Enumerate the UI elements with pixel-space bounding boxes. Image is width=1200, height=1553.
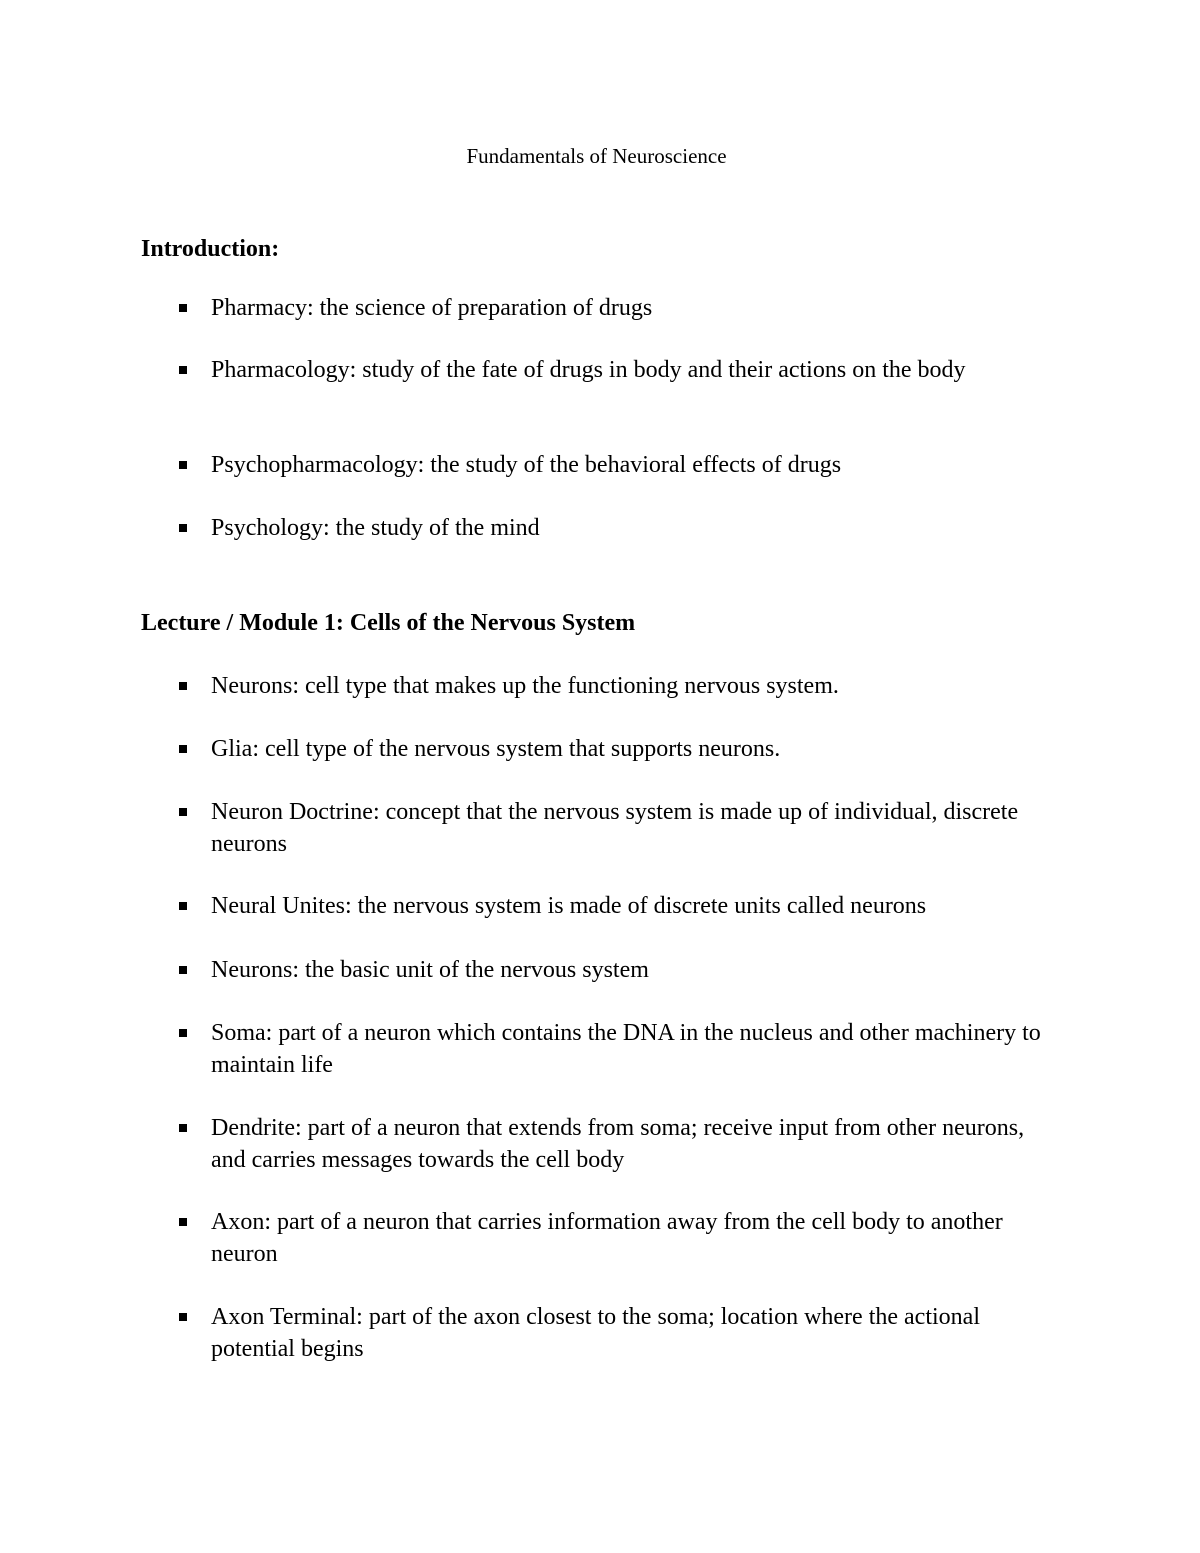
square-bullet-icon bbox=[179, 461, 187, 469]
square-bullet-icon bbox=[179, 1124, 187, 1132]
list-item-text: Axon Terminal: part of the axon closest to the soma; location where the actional potential begins bbox=[211, 1304, 980, 1362]
square-bullet-icon bbox=[179, 366, 187, 374]
list-item bbox=[141, 1206, 1061, 1270]
list-item-text: Pharmacy: the science of preparation of drugs bbox=[211, 295, 653, 321]
square-bullet-icon bbox=[179, 304, 187, 312]
list-item bbox=[141, 954, 1061, 986]
square-bullet-icon bbox=[179, 808, 187, 816]
square-bullet-icon bbox=[179, 682, 187, 690]
list-item-text: Pharmacology: study of the fate of drugs in body and their actions on the body bbox=[211, 357, 966, 383]
list-item bbox=[141, 512, 1061, 544]
list-item bbox=[141, 670, 1061, 702]
list-item bbox=[141, 1112, 1061, 1176]
square-bullet-icon bbox=[179, 524, 187, 532]
square-bullet-icon bbox=[179, 1029, 187, 1037]
list-item bbox=[141, 1017, 1061, 1081]
list-item-text: Soma: part of a neuron which contains the DNA in the nucleus and other machinery to maintain life bbox=[211, 1020, 1041, 1078]
list-item bbox=[141, 292, 1061, 324]
list-item bbox=[141, 796, 1061, 860]
document-title: Fundamentals of Neuroscience bbox=[466, 144, 727, 168]
list-item-text: Psychology: the study of the mind bbox=[211, 515, 540, 541]
list-item-text: Dendrite: part of a neuron that extends from soma; receive input from other neurons, and carries messages towards the cell body bbox=[211, 1115, 1025, 1173]
list-item-text: Neurons: the basic unit of the nervous system bbox=[211, 957, 649, 983]
section-heading-module-1: Lecture / Module 1: Cells of the Nervous System bbox=[141, 610, 636, 636]
list-item bbox=[141, 733, 1061, 765]
square-bullet-icon bbox=[179, 1218, 187, 1226]
list-item bbox=[141, 449, 1061, 481]
list-item bbox=[141, 890, 1061, 922]
square-bullet-icon bbox=[179, 966, 187, 974]
list-item-text: Psychopharmacology: the study of the behavioral effects of drugs bbox=[211, 452, 842, 478]
list-item-text: Neurons: cell type that makes up the functioning nervous system. bbox=[211, 673, 839, 699]
list-item bbox=[141, 354, 1061, 386]
square-bullet-icon bbox=[179, 902, 187, 910]
square-bullet-icon bbox=[179, 1313, 187, 1321]
list-item-text: Neural Unites: the nervous system is made of discrete units called neurons bbox=[211, 893, 927, 919]
section-heading-introduction: Introduction: bbox=[141, 236, 280, 262]
list-item-text: Glia: cell type of the nervous system that supports neurons. bbox=[211, 736, 781, 762]
list-item-text: Neuron Doctrine: concept that the nervous system is made up of individual, discrete neurons bbox=[211, 799, 1019, 857]
list-item bbox=[141, 1301, 1061, 1365]
square-bullet-icon bbox=[179, 745, 187, 753]
list-item-text: Axon: part of a neuron that carries information away from the cell body to another neuron bbox=[211, 1209, 1003, 1267]
